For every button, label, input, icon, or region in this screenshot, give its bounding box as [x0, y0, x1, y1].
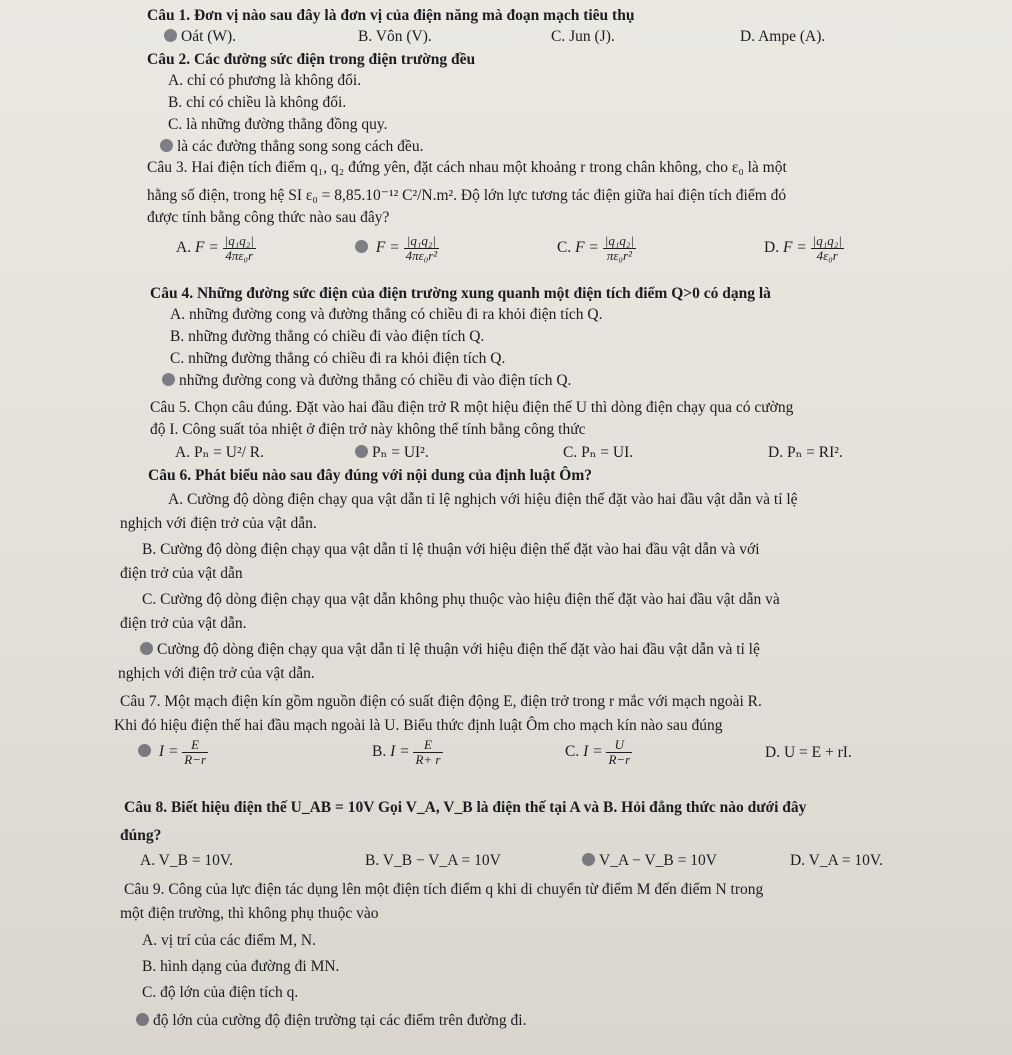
q7-option-a-fraction: $\frac{E}{R-r}$ — [184, 737, 207, 767]
q7-option-c — [565, 738, 632, 767]
q9-option-d — [136, 1010, 527, 1032]
answer-mark-icon — [136, 1013, 149, 1026]
q3-option-a-label: A. — [176, 239, 192, 257]
answer-mark-icon — [355, 240, 368, 253]
q6-option-a-line1: A. Cường độ dòng điện chạy qua vật dẫn tỉ lệ nghịch với hiệu điện thế đặt vào hai đầu vật dẫn và tỉ lệ — [168, 491, 798, 508]
q1-option-a-text: Oát (W). — [181, 28, 237, 45]
q6-option-b-line2: điện trở của vật dẫn — [120, 565, 243, 582]
q3-option-d — [764, 234, 844, 263]
q6-stem: Câu 6. Phát biểu nào sau đây đúng với nội dung của định luật Ôm? — [148, 467, 593, 484]
q3-stem-line3: được tính bằng công thức nào sau đây? — [147, 209, 390, 226]
q7-option-a-lhs: I = — [158, 743, 179, 761]
q7-option-c-fraction: $\frac{U}{R-r}$ — [608, 737, 631, 767]
answer-mark-icon — [164, 29, 177, 42]
q4-option-d — [162, 370, 571, 392]
q5-option-c: C. Pₙ = UI. — [563, 444, 634, 461]
q3-option-d-lhs: F = — [782, 239, 807, 257]
q7-option-d: D. U = E + rI. — [765, 744, 852, 761]
q7-stem-line2: Khi đó hiệu điện thế hai đầu mạch ngoài là U. Biểu thức định luật Ôm cho mạch kín nào sau đúng — [114, 717, 723, 734]
q4-option-d-text: những đường cong và đường thẳng có chiều đi vào điện tích Q. — [179, 372, 572, 389]
q5-stem-line1: Câu 5. Chọn câu đúng. Đặt vào hai đầu điện trở R một hiệu điện thế U thì dòng điện chạy qua có cường — [150, 399, 794, 416]
q4-option-c: C. những đường thẳng có chiều đi ra khỏi điện tích Q. — [170, 350, 506, 367]
q6-option-d-text: Cường độ dòng điện chạy qua vật dẫn tỉ lệ thuận với hiệu điện thế đặt vào hai đầu vật dẫn và tỉ lệ — [157, 641, 760, 658]
q7-option-b-label: B. — [372, 743, 387, 761]
q3-option-c-label: C. — [557, 239, 572, 257]
q7-option-c-lhs: I = — [583, 743, 603, 761]
q4-option-b: B. những đường thẳng có chiều đi vào điện tích Q. — [170, 328, 485, 345]
q8-option-d: D. V_A = 10V. — [790, 852, 884, 869]
q3-option-c-lhs: F = — [575, 239, 599, 257]
q5-option-b — [355, 442, 429, 464]
q9-option-a: A. vị trí của các điểm M, N. — [142, 932, 316, 949]
q5-option-d: D. Pₙ = RI². — [768, 444, 843, 461]
answer-mark-icon — [582, 853, 595, 866]
q9-option-b: B. hình dạng của đường đi MN. — [142, 958, 340, 975]
q5-stem-line2: độ I. Công suất tỏa nhiệt ở điện trở này không thể tính bằng công thức — [150, 421, 586, 438]
q3-option-b-lhs: F = — [375, 239, 400, 257]
q9-stem-line2: một điện trường, thì không phụ thuộc vào — [120, 905, 379, 922]
q7-option-b — [372, 738, 443, 767]
q3-stem-line1: Câu 3. Hai điện tích điểm q₁, q₂ đứng yên, đặt cách nhau một khoảng r trong chân không, cho ε₀ là một — [147, 159, 787, 176]
q8-stem-line1: Câu 8. Biết hiệu điện thế U_AB = 10V Gọi V_A, V_B là điện thế tại A và B. Hỏi đẳng thức nào dưới đây — [124, 799, 807, 816]
q6-option-b-line1: B. Cường độ dòng điện chạy qua vật dẫn tỉ lệ thuận với hiệu điện thế đặt vào hai đầu vật dẫn và với — [142, 541, 760, 558]
q8-option-c-text: V_A − V_B = 10V — [599, 852, 717, 869]
q3-option-b-fraction: $\frac{\text{|q₁q₂|}}{\text{4πε₀r²}}$ — [405, 233, 438, 263]
q7-stem-line1: Câu 7. Một mạch điện kín gồm nguồn điện có suất điện động E, điện trở trong r mắc với mạch ngoài R. — [120, 693, 762, 710]
q3-option-c — [557, 234, 636, 263]
q4-option-a: A. những đường cong và đường thẳng có chiều đi ra khỏi điện tích Q. — [170, 306, 603, 323]
answer-mark-icon — [160, 139, 173, 152]
q3-option-a-lhs: F = — [194, 239, 219, 257]
q1-option-c: C. Jun (J). — [551, 28, 615, 45]
answer-mark-icon — [138, 744, 151, 757]
q3-option-a-fraction: $\frac{\text{|q₁q₂|}}{\text{4πε₀r}}$ — [224, 233, 254, 263]
q6-option-a-line2: nghịch với điện trở của vật dẫn. — [120, 515, 317, 532]
q8-option-b: B. V_B − V_A = 10V — [365, 852, 501, 869]
q3-option-b — [355, 234, 439, 263]
answer-mark-icon — [140, 642, 153, 655]
q1-option-d: D. Ampe (A). — [740, 28, 826, 45]
q7-option-b-fraction: $\frac{E}{R+ r}$ — [415, 737, 441, 767]
q7-option-b-lhs: I = — [390, 743, 410, 761]
q1-stem: Câu 1. Đơn vị nào sau đây là đơn vị của điện năng mà đoạn mạch tiêu thụ — [147, 7, 635, 24]
q2-option-d-text: là các đường thẳng song song cách đều. — [177, 138, 424, 155]
q7-option-a — [138, 738, 208, 767]
q8-option-a: A. V_B = 10V. — [140, 852, 234, 869]
q6-option-d-line1 — [140, 640, 760, 660]
q2-option-d — [160, 136, 423, 158]
q9-option-c: C. độ lớn của điện tích q. — [142, 984, 299, 1001]
q2-stem: Câu 2. Các đường sức điện trong điện trường đều — [147, 51, 476, 68]
q2-option-b: B. chỉ có chiều là không đổi. — [168, 94, 347, 111]
q5-option-a: A. Pₙ = U²/ R. — [175, 444, 264, 461]
q6-option-d-line2: nghịch với điện trở của vật dẫn. — [118, 665, 315, 682]
q2-option-c: C. là những đường thẳng đồng quy. — [168, 116, 388, 133]
q6-option-c-line2: điện trở của vật dẫn. — [120, 615, 247, 632]
q9-stem-line1: Câu 9. Công của lực điện tác dụng lên một điện tích điểm q khi di chuyển từ điểm M đến điểm N trong — [124, 881, 764, 898]
q5-option-b-text: Pₙ = UI². — [372, 444, 429, 461]
answer-mark-icon — [355, 445, 368, 458]
q1-option-a — [164, 26, 236, 48]
answer-mark-icon — [162, 373, 175, 386]
q9-option-d-text: độ lớn của cường độ điện trường tại các điểm trên đường đi. — [153, 1012, 527, 1029]
q7-option-c-label: C. — [565, 743, 580, 761]
q3-stem-line2: hằng số điện, trong hệ SI ε₀ = 8,85.10⁻¹² C²/N.m². Độ lớn lực tương tác điện giữa hai điện tích điểm đó — [147, 187, 787, 204]
q2-option-a: A. chỉ có phương là không đổi. — [168, 72, 362, 89]
q3-option-c-fraction: $\frac{\text{|q₁q₂|}}{\text{πε₀r²}}$ — [604, 233, 634, 263]
q1-option-b: B. Vôn (V). — [358, 28, 432, 45]
q3-option-a — [176, 234, 256, 263]
q8-option-c — [582, 850, 717, 872]
q3-option-d-fraction: $\frac{\text{|q₁q₂|}}{\text{4ε₀r}}$ — [812, 233, 842, 263]
q6-option-c-line1: C. Cường độ dòng điện chạy qua vật dẫn không phụ thuộc vào hiệu điện thế đặt vào hai đầu vật dẫn và — [142, 591, 780, 608]
q3-option-d-label: D. — [764, 239, 780, 257]
q8-stem-line2: đúng? — [120, 827, 162, 844]
q4-stem: Câu 4. Những đường sức điện của điện trường xung quanh một điện tích điểm Q>0 có dạng là — [150, 285, 771, 302]
